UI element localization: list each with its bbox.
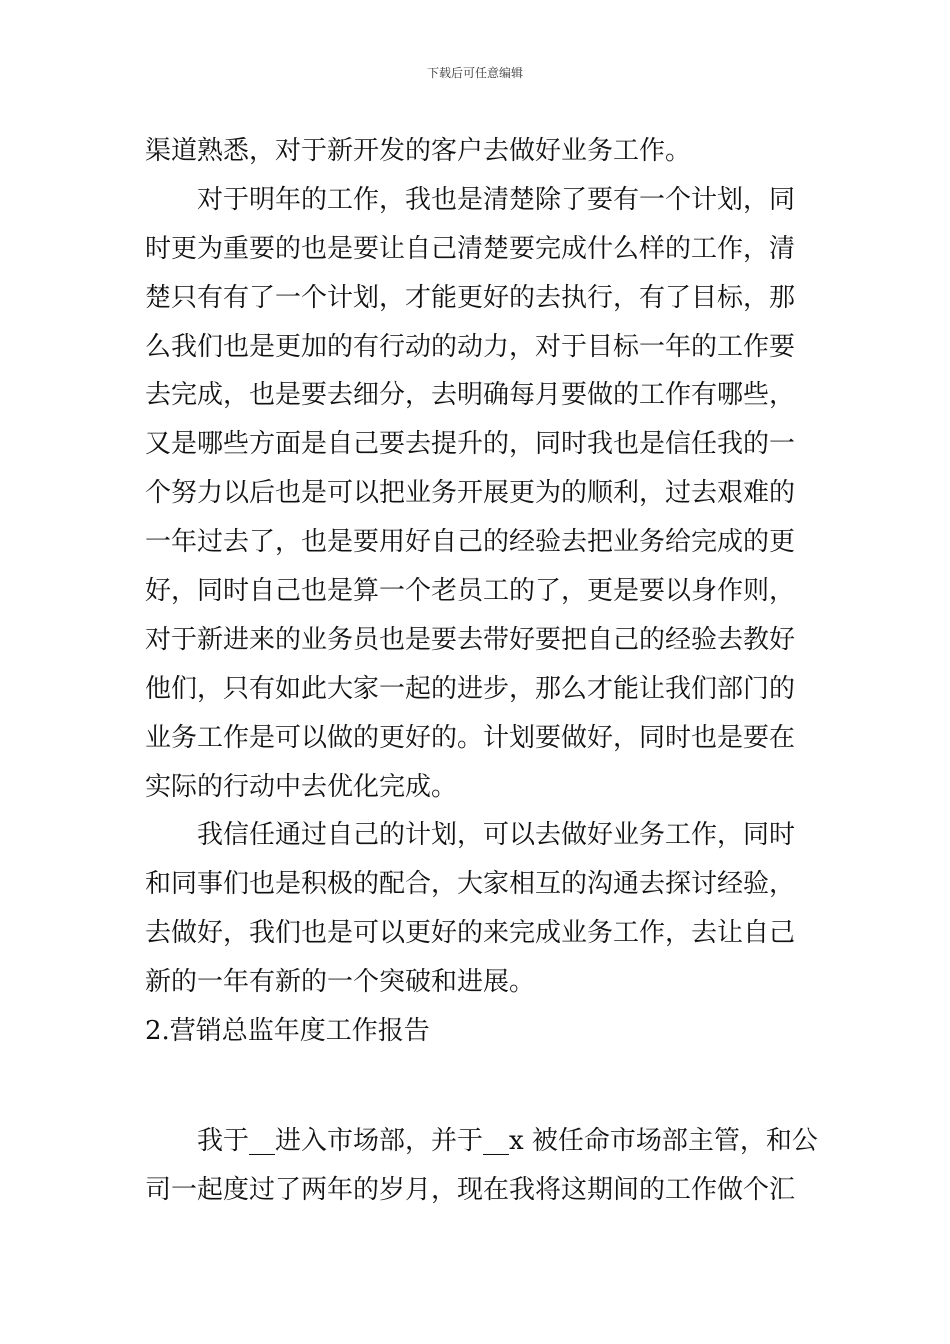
section-heading: 2.营销总监年度工作报告 [145, 1016, 430, 1047]
paragraph-line: 实际的行动中去优化完成。 [145, 771, 458, 802]
paragraph-line: 和同事们也是积极的配合，大家相互的沟通去探讨经验， [145, 869, 796, 900]
paragraph-line: 去完成，也是要去细分，去明确每月要做的工作有哪些， [145, 380, 796, 411]
paragraph-line: 个努力以后也是可以把业务开展更为的顺利，过去艰难的 [145, 478, 796, 509]
spacer [145, 1056, 810, 1117]
page-header: 下载后可任意编辑 [426, 66, 523, 80]
paragraph-line: 时更为重要的也是要让自己清楚要完成什么样的工作，清 [145, 233, 796, 264]
paragraph-line: 一年过去了，也是要用好自己的经验去把业务给完成的更 [145, 527, 796, 558]
paragraph-line: 我于__进入市场部，并于__x 被任命市场部主管，和公 [197, 1125, 818, 1156]
paragraph-line: 对于明年的工作，我也是清楚除了要有一个计划，同 [197, 184, 796, 215]
paragraph-line: 我信任通过自己的计划，可以去做好业务工作，同时 [197, 820, 796, 851]
paragraph-line: 去做好，我们也是可以更好的来完成业务工作，去让自己 [145, 918, 796, 949]
paragraph-line: 好，同时自己也是算一个老员工的了，更是要以身作则， [145, 576, 796, 607]
paragraph-line: 么我们也是更加的有行动的动力，对于目标一年的工作要 [145, 331, 796, 362]
paragraph-line: 楚只有有了一个计划，才能更好的去执行，有了目标，那 [145, 282, 796, 313]
paragraph-line: 又是哪些方面是自己要去提升的，同时我也是信任我的一 [145, 429, 796, 460]
paragraph-line: 业务工作是可以做的更好的。计划要做好，同时也是要在 [145, 722, 796, 753]
paragraph-line: 司一起度过了两年的岁月，现在我将这期间的工作做个汇 [145, 1174, 796, 1205]
paragraph-line: 他们，只有如此大家一起的进步，那么才能让我们部门的 [145, 673, 796, 704]
paragraph-line: 新的一年有新的一个突破和进展。 [145, 967, 536, 998]
paragraph-line: 对于新进来的业务员也是要去带好要把自己的经验去教好 [145, 624, 796, 655]
paragraph-line: 渠道熟悉，对于新开发的客户去做好业务工作。 [145, 136, 692, 166]
document-body [145, 127, 818, 1215]
